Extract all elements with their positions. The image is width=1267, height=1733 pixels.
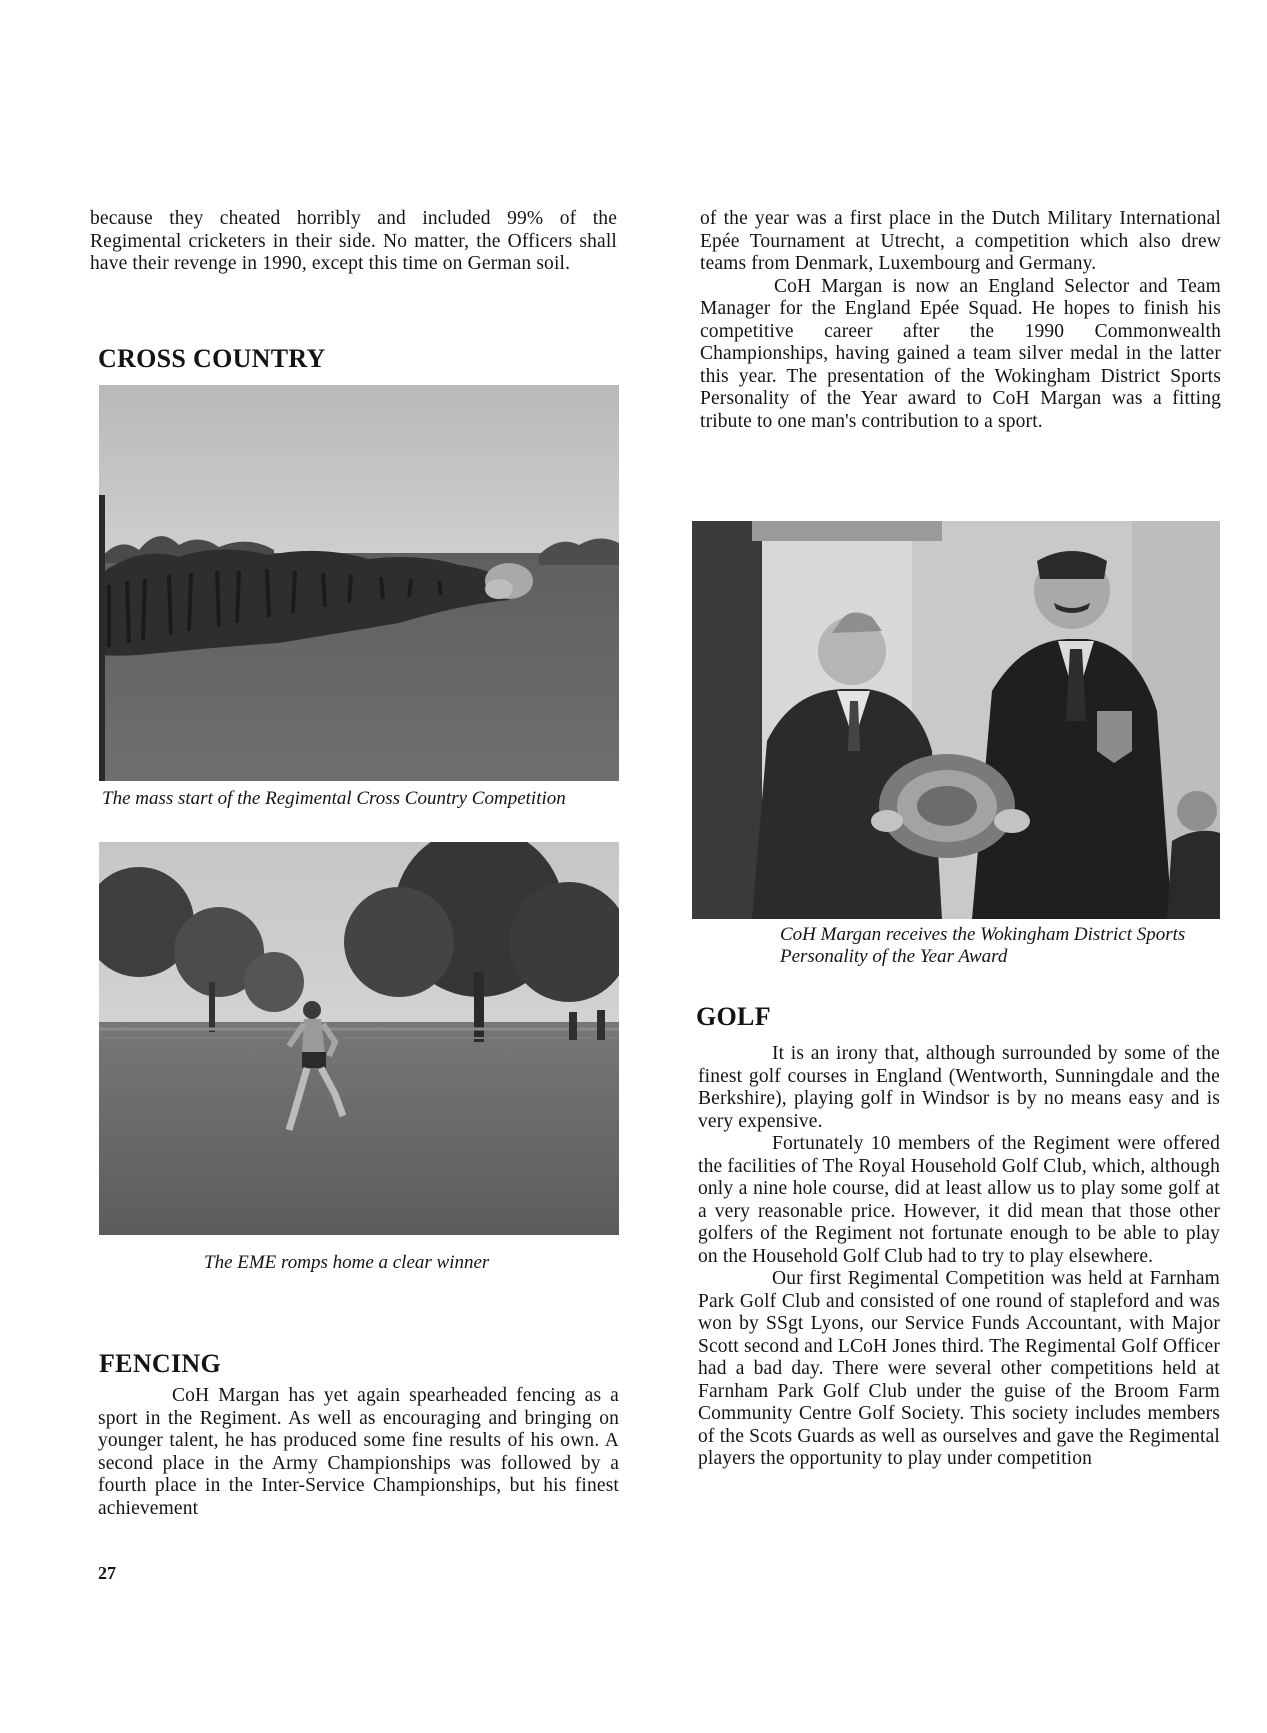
intro-text-block [90,208,617,276]
cross-country-caption-2: The EME romps home a clear winner [204,1252,490,1273]
fencing-continued-block [700,208,1221,433]
cross-country-heading: CROSS COUNTRY [98,344,326,373]
fencing-continued-paragraph-2: CoH Margan is now an England Selector and Team Manager for the England Epée Squad. He hopes to finish his competitive career after the 1990 Commonwealth Championships, having gained a team silver medal in the latter this year. The presentation of the Wokingham District Sports Personality of the Year award to CoH Margan was a fitting tribute to one man's contribution to a sport. [700,275,1221,432]
award-presentation-photo [692,521,1220,919]
fencing-paragraph: CoH Margan has yet again spearheaded fencing as a sport in the Regiment. As well as encouraging and bringing on younger talent, he has produced some fine results of his own. A second place in the Army Championships was followed by a fourth place in the Inter-Service Championships, but his finest achievement [98,1385,619,1519]
fencing-continued-paragraph-1: of the year was a first place in the Dutch Military International Epée Tournament at Utrecht, a competition which also drew teams from Denmark, Luxembourg and Germany. [700,208,1221,274]
golf-heading: GOLF [696,1002,771,1031]
award-photo-caption: CoH Margan receives the Wokingham District Sports Personality of the Year Award [780,924,1186,967]
cross-country-caption-1: The mass start of the Regimental Cross Country Competition [102,788,566,809]
cross-country-winner-photo [99,842,619,1235]
golf-paragraph-1: It is an irony that, although surrounded by some of the finest golf courses in England (Wentworth, Sunningdale and the Berkshire), playing golf in Windsor is by no means easy and is very expensive. [698,1043,1220,1132]
fencing-heading: FENCING [99,1349,221,1378]
golf-paragraph-3: Our first Regimental Competition was held at Farnham Park Golf Club and consisted of one round of stapleford and was won by SSgt Lyons, our Service Funds Accountant, with Major Scott second and LCoH Jones third. The Regimental Golf Officer had a bad day. There were several other competitions held at Farnham Park Golf Club under the guise of the Broom Farm Community Centre Golf Society. This society includes members of the Scots Guards as well as ourselves and gave the Regimental players the opportunity to play under competition [698,1268,1220,1469]
page-number: 27 [98,1563,116,1583]
golf-text-block [698,1043,1220,1471]
intro-paragraph: because they cheated horribly and included 99% of the Regimental cricketers in their side. No matter, the Officers shall have their revenge in 1990, except this time on German soil. [90,208,617,274]
cross-country-mass-start-photo [99,385,619,781]
fencing-text-block [98,1385,619,1520]
golf-paragraph-2: Fortunately 10 members of the Regiment were offered the facilities of The Royal Household Golf Club, which, although only a nine hole course, did at least allow us to play some golf at a very reasonable price. However, it did mean that those other golfers of the Regiment not fortunate enough to be able to play on the Household Golf Club had to try to play elsewhere. [698,1133,1220,1267]
